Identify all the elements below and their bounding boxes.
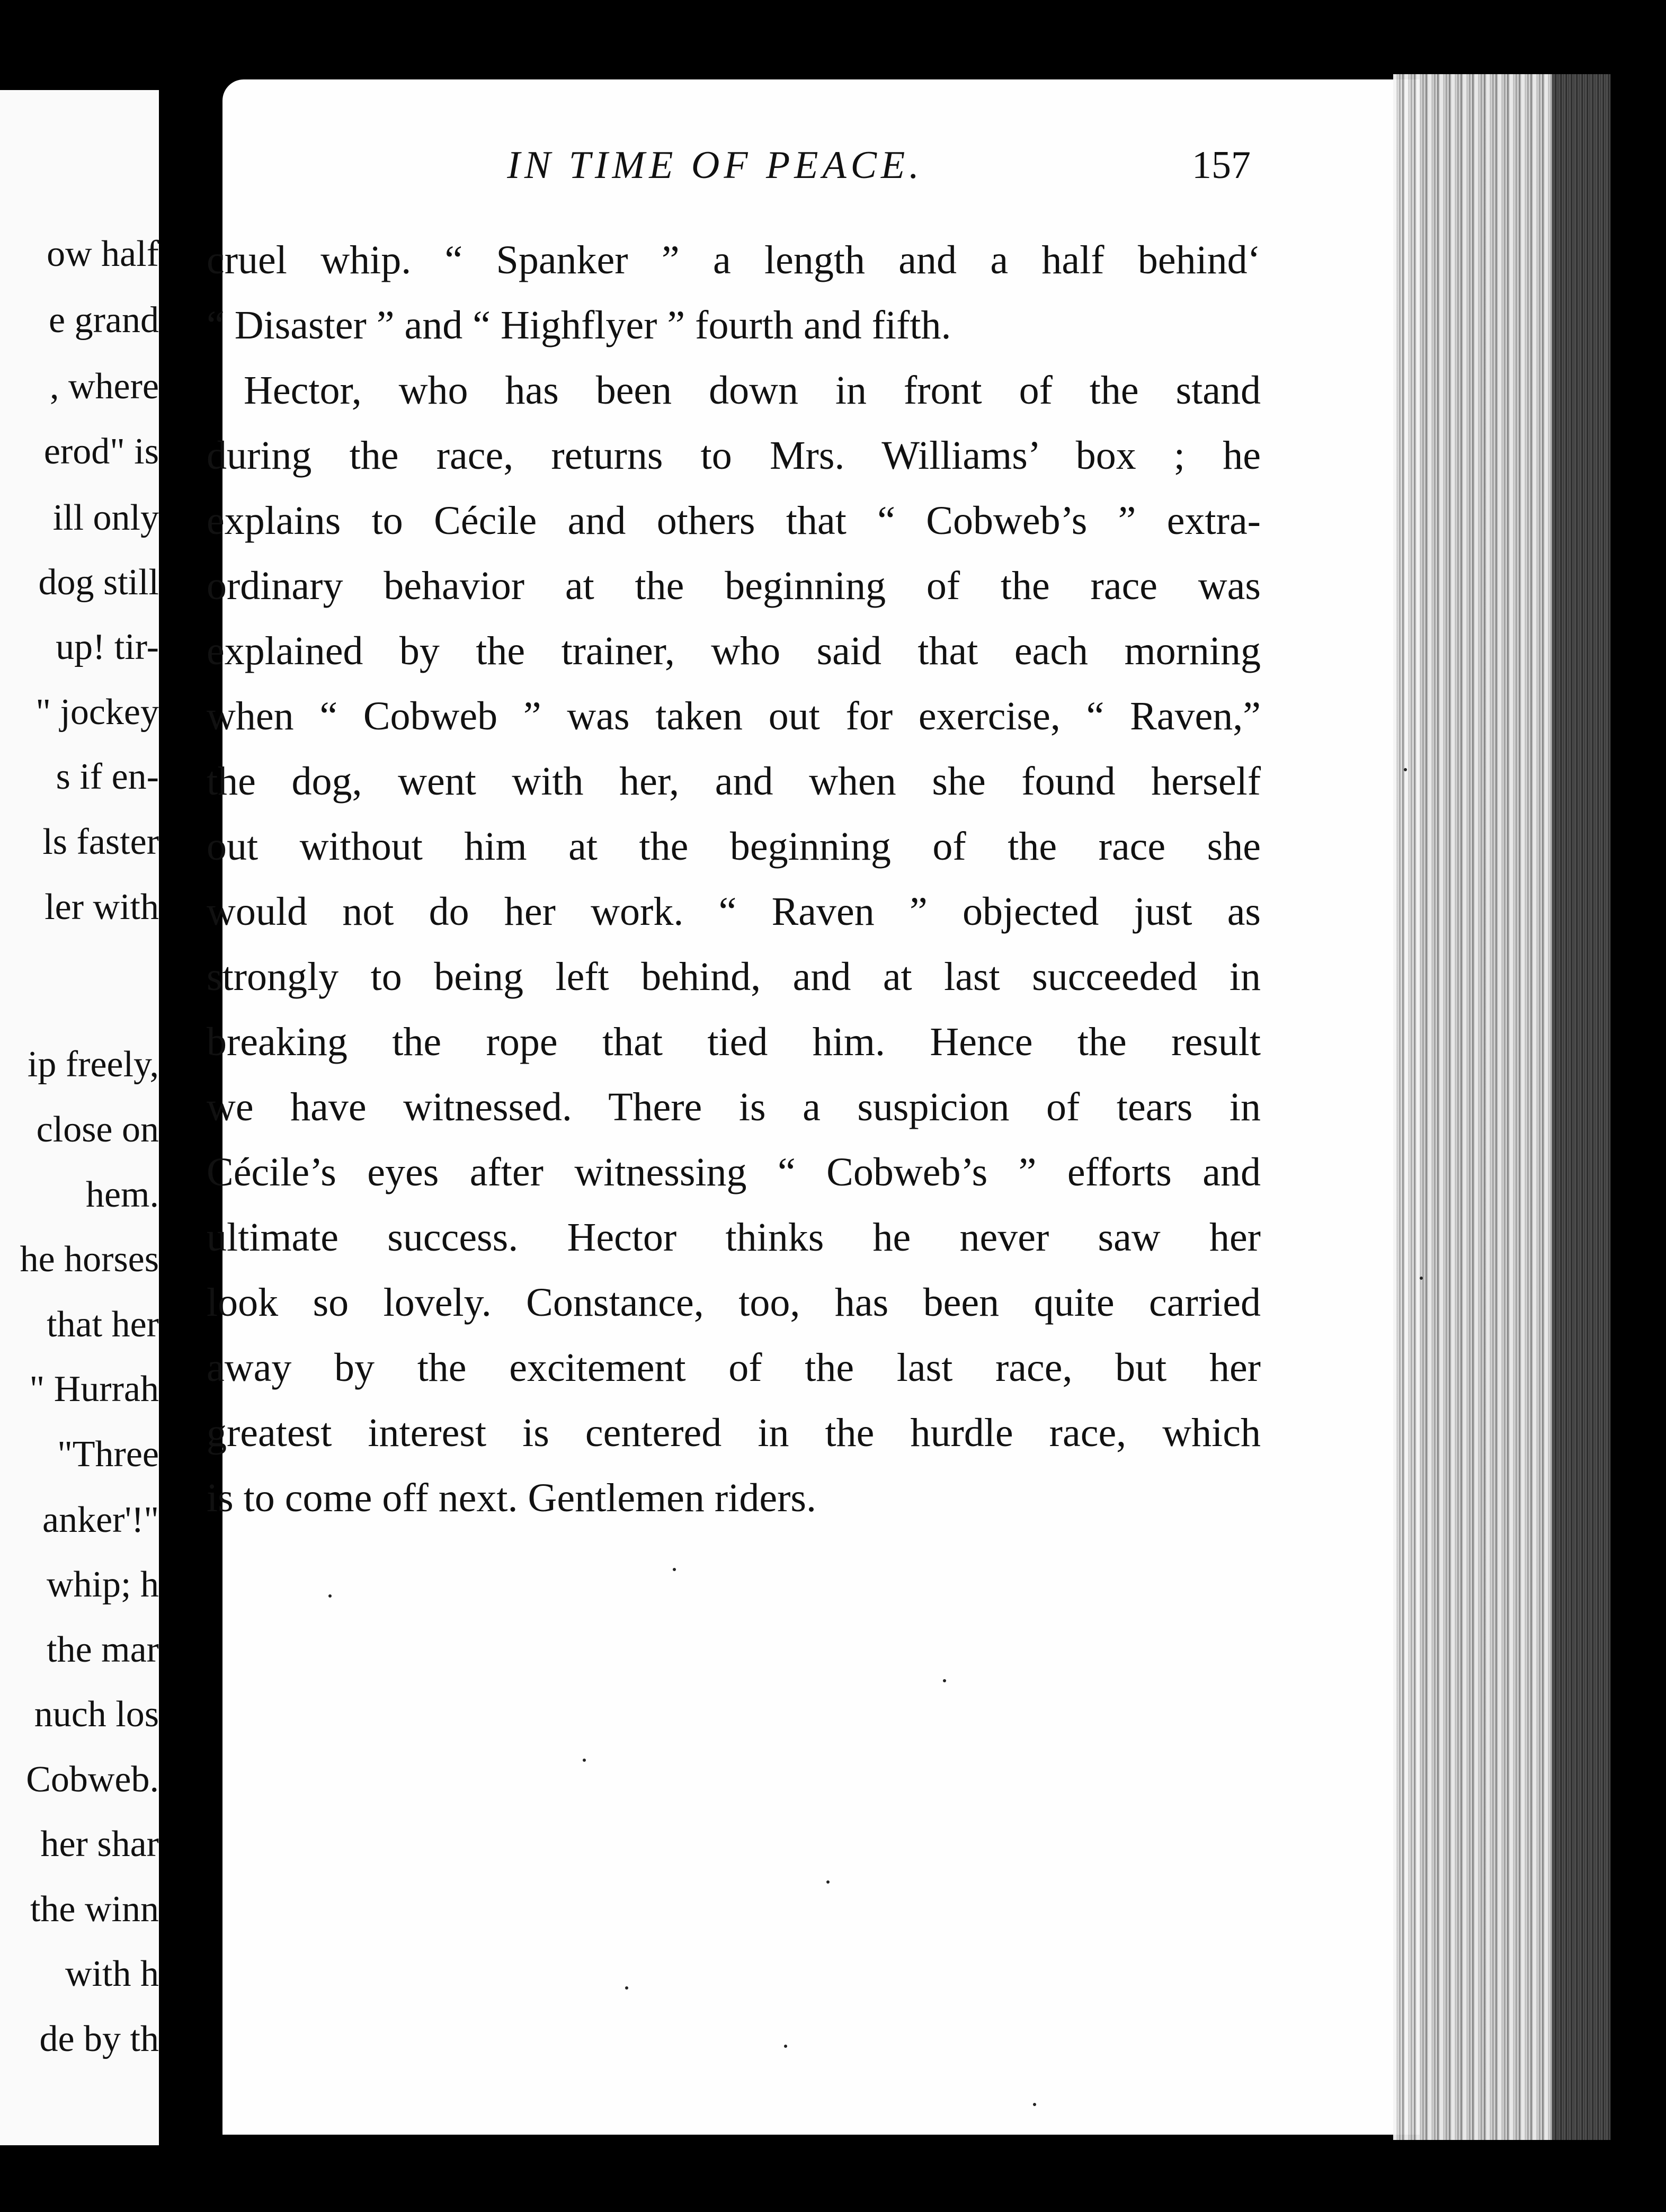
left-line: with h: [65, 1954, 159, 1994]
left-line: s if en-: [56, 756, 159, 797]
text-line: the dog, went with her, and when she found herself: [207, 759, 1261, 804]
left-line: the mar: [47, 1629, 159, 1670]
left-line: close on: [36, 1109, 159, 1150]
left-line: the winn: [30, 1889, 159, 1930]
text-line: is to come off next. Gentlemen riders.: [207, 1476, 816, 1520]
scan-speck: [1404, 768, 1407, 771]
scan-speck: [784, 2045, 787, 2048]
left-line: ip freely,: [27, 1044, 159, 1085]
left-line: her shar: [40, 1824, 159, 1865]
left-line: , where: [49, 366, 159, 407]
left-line: whip; h: [47, 1564, 159, 1605]
text-line: would not do her work. “ Raven ” objected just as: [207, 889, 1261, 934]
left-page-fragment: [0, 90, 159, 2145]
left-line: " jockey: [35, 692, 159, 733]
text-line: explained by the trainer, who said that each morning: [207, 629, 1261, 673]
text-line: explains to Cécile and others that “ Cobweb’s ” extra-: [207, 498, 1261, 543]
left-line: e grand: [49, 300, 159, 341]
scan-speck: [673, 1568, 676, 1571]
scan-speck: [1033, 2103, 1036, 2106]
text-line: strongly to being left behind, and at last succeeded in: [207, 955, 1261, 999]
left-line: nuch los: [34, 1694, 159, 1735]
scan-speck: [583, 1759, 586, 1762]
left-line: ler with: [44, 887, 159, 927]
scan-speck: [1420, 1277, 1423, 1280]
running-head: IN TIME OF PEACE.: [507, 144, 923, 187]
left-line: "Three: [57, 1434, 159, 1475]
text-line: greatest interest is centered in the hurdle race, which: [207, 1411, 1261, 1455]
scan-speck: [943, 1679, 946, 1682]
text-line: Hector, who has been down in front of the stand: [244, 368, 1261, 413]
left-line: de by th: [39, 2019, 159, 2059]
left-line: " Hurrah: [29, 1369, 159, 1410]
left-line: ill only: [52, 497, 159, 538]
left-line: anker'!": [42, 1500, 159, 1540]
text-line: ordinary behavior at the beginning of the race was: [207, 564, 1261, 608]
scan-speck: [328, 1594, 332, 1598]
left-line: ls faster: [42, 822, 159, 862]
left-line: he horses: [20, 1239, 159, 1280]
text-line: ultimate success. Hector thinks he never saw her: [207, 1215, 1261, 1260]
text-line: we have witnessed. There is a suspicion of tears in: [207, 1085, 1261, 1129]
left-line: Cobweb.: [26, 1759, 159, 1800]
text-line: out without him at the beginning of the race she: [207, 824, 1261, 869]
left-line: that her: [47, 1304, 159, 1345]
scan-speck: [826, 1880, 830, 1884]
left-line: erod" is: [43, 431, 159, 472]
text-line: look so lovely. Constance, too, has been quite carried: [207, 1280, 1261, 1325]
left-line: dog still: [38, 562, 159, 603]
page-edges-shadow: [1552, 74, 1610, 2140]
left-line: hem.: [85, 1174, 159, 1215]
text-line: breaking the rope that tied him. Hence the result: [207, 1020, 1261, 1064]
page-number: 157: [1192, 144, 1251, 187]
left-line: ow half: [47, 234, 159, 274]
body-text: [207, 228, 1261, 1531]
left-line: up! tir-: [56, 627, 159, 667]
text-line: when “ Cobweb ” was taken out for exercise, “ Raven,”: [207, 694, 1261, 738]
text-line: away by the excitement of the last race, but her: [207, 1345, 1261, 1390]
text-line: Cécile’s eyes after witnessing “ Cobweb’s ” efforts and: [207, 1150, 1261, 1194]
text-line: “ Disaster ” and “ Highflyer ” fourth and fifth.: [207, 303, 951, 347]
text-line: cruel whip. “ Spanker ” a length and a half behind‘: [207, 238, 1261, 282]
scan-speck: [625, 1986, 628, 1990]
text-line: during the race, returns to Mrs. Williams’ box ; he: [207, 433, 1261, 478]
